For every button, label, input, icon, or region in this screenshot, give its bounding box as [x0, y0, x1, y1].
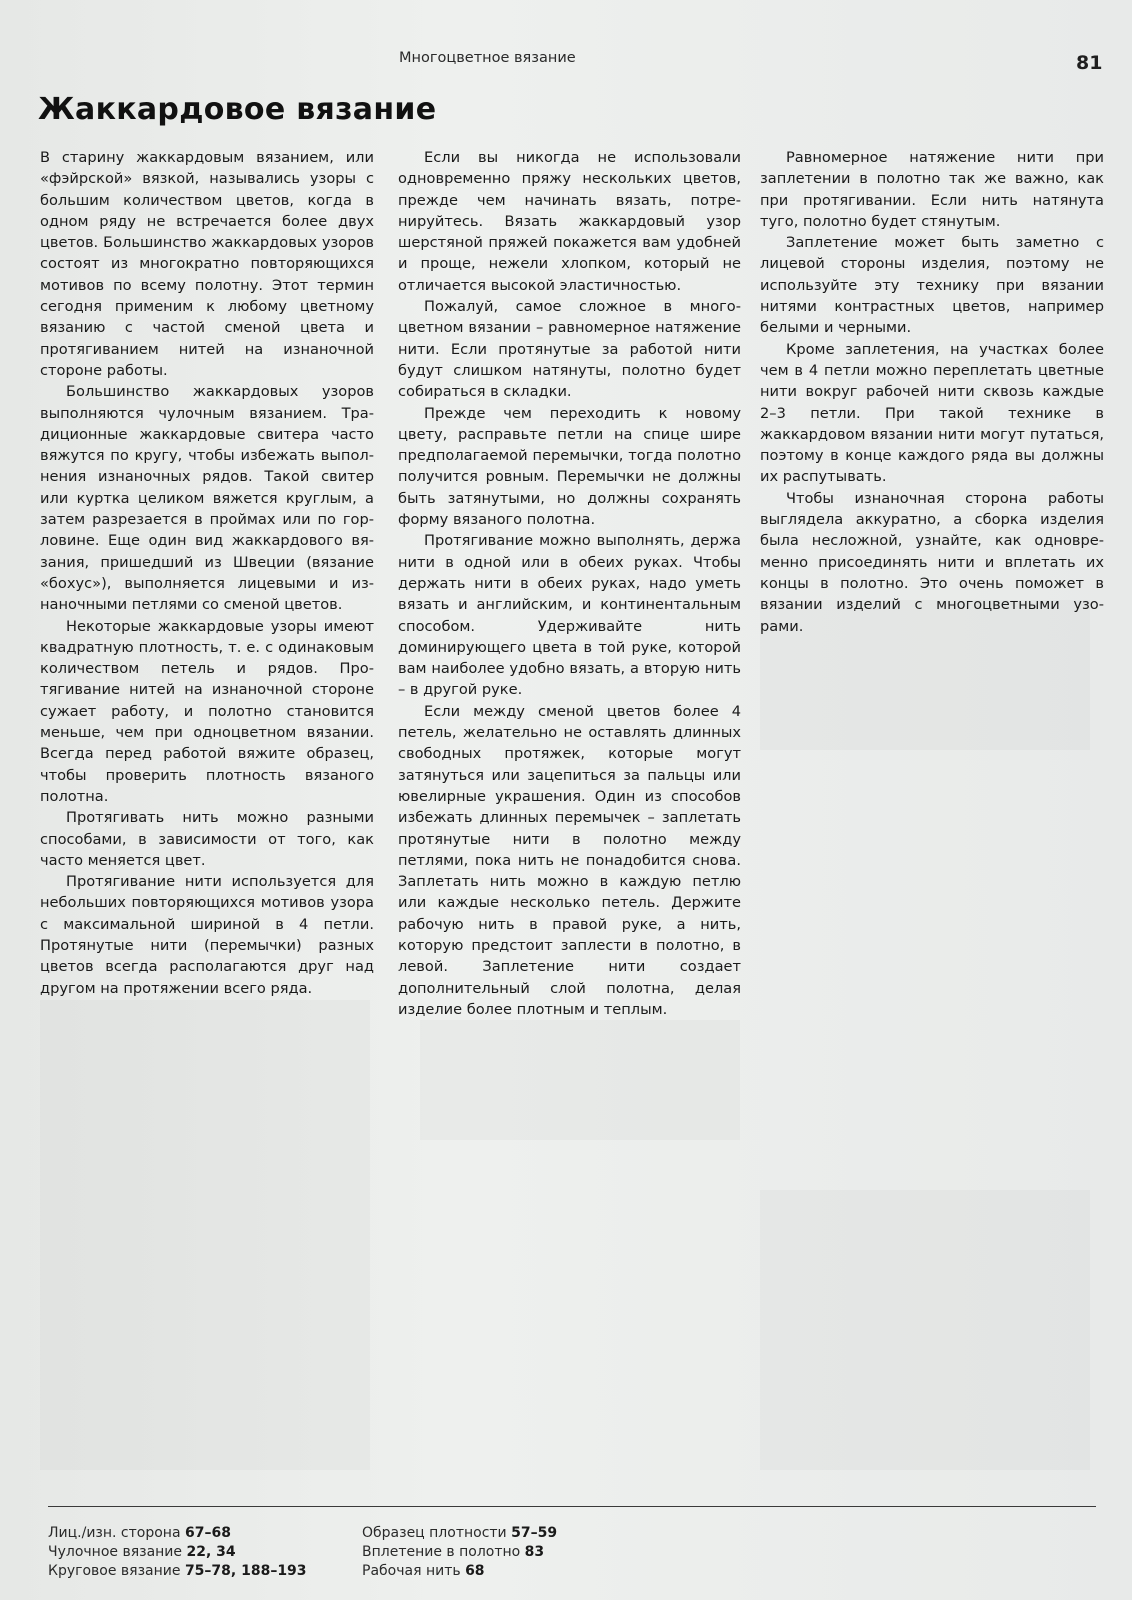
cross-reference-entry — [48, 1562, 307, 1581]
index-pages: 75–78, 188–193 — [184, 1563, 307, 1579]
index-term: Рабочая нить — [362, 1563, 461, 1579]
index-pages: 83 — [524, 1544, 545, 1560]
paragraph: Чтобы изнаночная сторона работы выглядела аккуратно, а сборка изделия была несложной, узнайте, как одновременно присоединять нити и вплетать их концы в полотно. Это очень поможет в вязании изделий с многоцветными узорами. — [760, 489, 1104, 635]
paragraph: Равномерное натяжение нити при заплетении в полотно так же важно, как при протягивании. Если нить натянута туго, полотно будет стянутым. — [760, 149, 1104, 230]
cross-reference-entry — [362, 1562, 557, 1581]
index-term: Лиц./изн. сторона — [48, 1525, 181, 1541]
text-column-2 — [398, 147, 741, 1020]
paragraph: Если между сменой цветов более 4 петель, желательно не оставлять длинных свободных протяжек, которые могут затянуться или зацепиться за пальцы или ювелирные украшения. Один из способов избежать длинных перемычек – заплетать протянутые нити в полотно между петлями, пока нить не понадобится снова. Заплетать нить можно в каждую петлю или каждые несколько петель. Держите рабочую нить в правой руке, а нить, которую предстоит заплести в полотно, в левой. Заплетение нити создает дополнительный слой полотна, делая изделие более плотным и теплым. — [398, 702, 741, 1018]
bleed-through-shadow — [760, 1190, 1090, 1470]
index-term: Вплетение в полотно — [362, 1544, 521, 1560]
index-term: Образец плотности — [362, 1525, 507, 1541]
cross-reference-entry — [48, 1543, 307, 1562]
paragraph: Некоторые жаккардовые узоры имеют квадратную плотность, т. е. с одинаковым количеством петель и рядов. Протягивание нитей на изнаночной стороне сужает работу, и полотно становится меньше, чем при одноцветном вязании. Всегда перед работой вяжите образец, чтобы проверить плотность вязаного полотна. — [40, 617, 374, 805]
cross-reference-column-2 — [362, 1524, 557, 1581]
cross-reference-entry — [362, 1543, 557, 1562]
text-column-3 — [760, 147, 1104, 637]
paragraph: Большинство жаккардовых узоров выполняются чулочным вязанием. Традиционные жаккардовые свитера часто вяжутся по кругу, чтобы избежать выполнения изнаночных рядов. Такой свитер или куртка целиком вяжется круглым, а затем разрезается в проймах или по горловине. Еще один вид жаккардового вязания, пришедший из Швеции (вязание «бохус»), выполняется лицевыми и изнаночными петлями со сменой цветов. — [40, 383, 374, 614]
index-pages: 68 — [465, 1563, 485, 1579]
paragraph: В старину жаккардовым вязанием, или «фэйрской» вязкой, назывались узоры с большим количеством цветов, когда в одном ряду не встречается более двух цветов. Большинство жаккардовых узоров состоят из многократно повторяющихся мотивов по всему полотну. Этот термин сегодня применим к любому цветному вязанию с частой сменой цвета и протягиванием нитей на изнаночной стороне работы. — [40, 149, 374, 379]
page-number: 81 — [1076, 52, 1103, 74]
paragraph: Протягивать нить можно разными способами, в зависимости от того, как часто меняется цвет. — [40, 809, 374, 869]
paragraph: Пожалуй, самое сложное в многоцветном вязании – равномерное натяжение нити. Если протянутые за работой нити будут слишком натянуты, полотно будет собираться в складки. — [398, 298, 741, 401]
index-term: Круговое вязание — [48, 1563, 181, 1579]
text-column-1 — [40, 147, 374, 999]
bleed-through-shadow — [420, 1020, 740, 1140]
index-term: Чулочное вязание — [48, 1544, 183, 1560]
index-pages: 57–59 — [511, 1525, 558, 1541]
index-pages: 67–68 — [184, 1525, 231, 1541]
index-pages: 22, 34 — [186, 1544, 236, 1560]
paragraph: Прежде чем переходить к новому цвету, расправьте петли на спице шире предполагаемой перемычки, тогда полотно получится ровным. Перемычки не должны быть затянутыми, но должны сохранять форму вязаного полотна. — [398, 404, 741, 529]
paragraph: Заплетение может быть заметно с лицевой стороны изделия, поэтому не используйте эту технику при вязании нитями контрастных цветов, например белыми и черными. — [760, 234, 1104, 337]
article-title: Жаккардовое вязание — [38, 92, 437, 127]
running-head: Многоцветное вязание — [399, 50, 576, 66]
paragraph: Кроме заплетения, на участках более чем в 4 петли можно переплетать цветные нити вокруг рабочей нити сквозь каждые 2–3 петли. При такой технике в жаккардовом вязании нити могут путаться, поэтому в конце каждого ряда вы должны их распутывать. — [760, 340, 1104, 486]
bleed-through-shadow — [40, 1000, 370, 1470]
cross-reference-column-1 — [48, 1524, 307, 1581]
paragraph: Протягивание нити используется для небольших повторяющихся мотивов узора с максимальной шириной в 4 петли. Протянутые нити (перемычки) разных цветов всегда располагаются друг над другом на протяжении всего ряда. — [40, 873, 374, 997]
paragraph: Если вы никогда не использовали одновременно пряжу нескольких цветов, прежде чем начинать вязать, потренируйтесь. Вязать жаккардовый узор шерстяной пряжей покажется вам удобней и проще, нежели хлопком, который не отличается высокой эластичностью. — [398, 149, 741, 294]
paragraph: Протягивание можно выполнять, держа нити в одной или в обеих руках. Чтобы держать нити в обеих руках, надо уметь вязать и английским, и континентальным способом. Удерживайте нить доминирующего цвета в той руке, которой вам наиболее удобно вязать, а вторую нить – в другой руке. — [398, 532, 741, 699]
cross-reference-entry — [48, 1524, 307, 1543]
cross-reference-entry — [362, 1524, 557, 1543]
index-divider — [48, 1506, 1096, 1507]
